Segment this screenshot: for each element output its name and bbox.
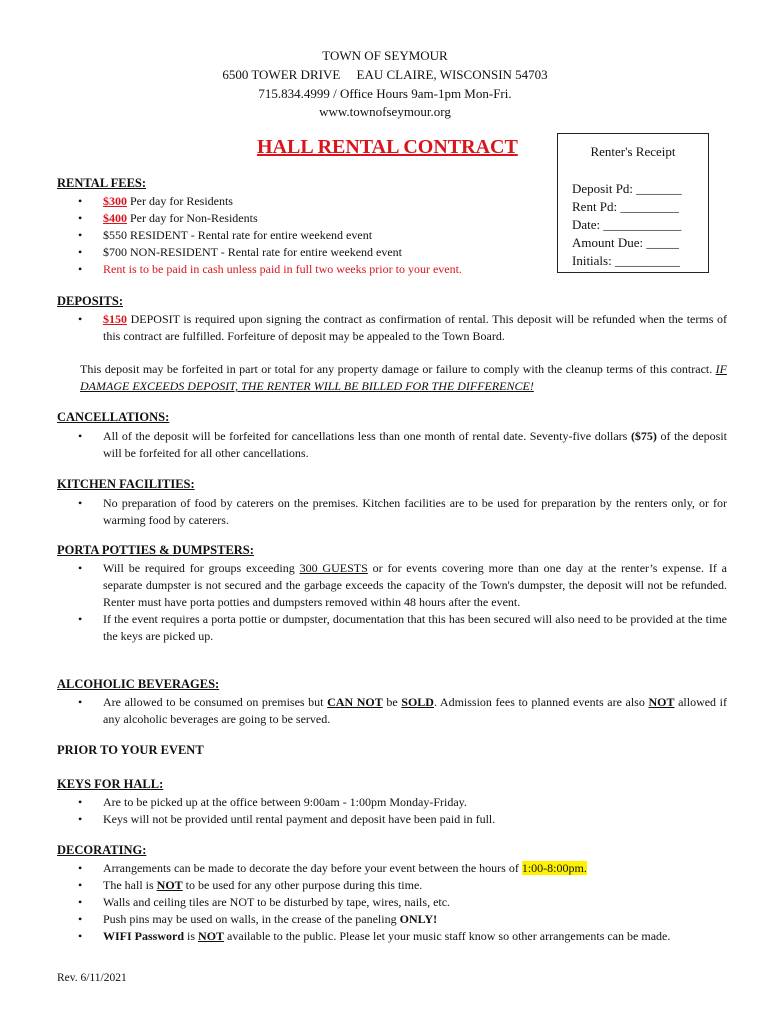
list-item: • $700 NON-RESIDENT - Rental rate for entire weekend event [57,244,537,261]
alcohol-heading: ALCOHOLIC BEVERAGES: [57,677,220,691]
receipt-date-line: Date: ____________ [572,217,682,232]
keys-heading: KEYS FOR HALL: [57,777,164,791]
receipt-amount-line: Amount Due: _____ [572,235,679,250]
deposits-list [57,311,727,345]
list-item: • $400 Per day for Non-Residents [57,210,537,227]
rental-fees-list [57,193,537,278]
receipt-heading: Renter's Receipt [590,144,676,159]
list-item: • Are allowed to be consumed on premises but CAN NOT be SOLD. Admission fees to planned events are also NOT allowed if any alcoholic beverages are going to be served. [57,694,727,728]
list-item: • Are to be picked up at the office between 9:00am - 1:00pm Monday-Friday. [57,794,727,811]
list-item: • All of the deposit will be forfeited for cancellations less than one month of rental date. Seventy-five dollars ($75) of the deposit will be forfeited for all other cancellations. [57,428,727,462]
list-item: • $150 DEPOSIT is required upon signing the contract as confirmation of rental. This deposit will be refunded when the terms of this contract are fulfilled. Forfeiture of deposit may be appealed to the Town Board. [57,311,727,345]
revision-date: Rev. 6/11/2021 [57,972,127,984]
list-item: • No preparation of food by caterers on the premises. Kitchen facilities are to be used for preparation by the renters only, or for warming food by caterers. [57,495,727,529]
porta-potties-list [57,560,727,645]
decorating-list [57,860,727,945]
cancellations-list [57,428,727,462]
town-name: TOWN OF SEYMOUR [322,48,448,63]
list-item: • Push pins may be used on walls, in the crease of the paneling ONLY! [57,911,727,928]
page-title: HALL RENTAL CONTRACT [257,136,518,158]
deposits-heading: DEPOSITS: [57,294,123,308]
kitchen-heading: KITCHEN FACILITIES: [57,477,195,491]
decorating-heading: DECORATING: [57,843,147,857]
prior-to-event-heading: PRIOR TO YOUR EVENT [57,743,204,757]
list-item: • WIFI Password is NOT available to the public. Please let your music staff know so other arrangements can be made. [57,928,727,945]
office-hours: 715.834.4999 / Office Hours 9am-1pm Mon-Fri. [258,86,512,101]
receipt-initials-line: Initials: __________ [572,253,680,268]
receipt-rent-line: Rent Pd: _________ [572,199,679,214]
list-item: • The hall is NOT to be used for any other purpose during this time. [57,877,727,894]
porta-potties-heading: PORTA POTTIES & DUMPSTERS: [57,543,254,557]
kitchen-list [57,495,727,529]
town-address: 6500 TOWER DRIVE EAU CLAIRE, WISCONSIN 54703 [222,67,548,82]
list-item: • If the event requires a porta pottie or dumpster, documentation that this has been secured will also need to be provided at the time the keys are picked up. [57,611,727,645]
list-item: • Keys will not be provided until rental payment and deposit have been paid in full. [57,811,727,828]
keys-list [57,794,727,828]
list-item: • Will be required for groups exceeding 300 GUESTS or for events covering more than one day at the renter’s expense. If a separate dumpster is not secured and the garbage exceeds the capacity of the Town's dumpster, the deposit will not be refunded. Renter must have porta potties and dumpsters removed within 48 hours after the event. [57,560,727,611]
list-item: • Walls and ceiling tiles are NOT to be disturbed by tape, wires, nails, etc. [57,894,727,911]
alcohol-list [57,694,727,728]
rental-fees-heading: RENTAL FEES: [57,176,147,190]
list-item: • Arrangements can be made to decorate the day before your event between the hours of 1:00-8:00pm. [57,860,727,877]
receipt-deposit-line: Deposit Pd: _______ [572,181,682,196]
list-item: • Rent is to be paid in cash unless paid in full two weeks prior to your event. [57,261,537,278]
website: www.townofseymour.org [319,104,451,119]
list-item: • $300 Per day for Residents [57,193,537,210]
cancellations-heading: CANCELLATIONS: [57,410,170,424]
deposit-forfeit-paragraph: This deposit may be forfeited in part or total for any property damage or failure to comply with the cleanup terms of this contract. IF DAMAGE EXCEEDS DEPOSIT, THE RENTER WILL BE BILLED FOR THE DIFFERENCE! [80,362,727,393]
renters-receipt-box [557,133,709,273]
list-item: • $550 RESIDENT - Rental rate for entire weekend event [57,227,537,244]
